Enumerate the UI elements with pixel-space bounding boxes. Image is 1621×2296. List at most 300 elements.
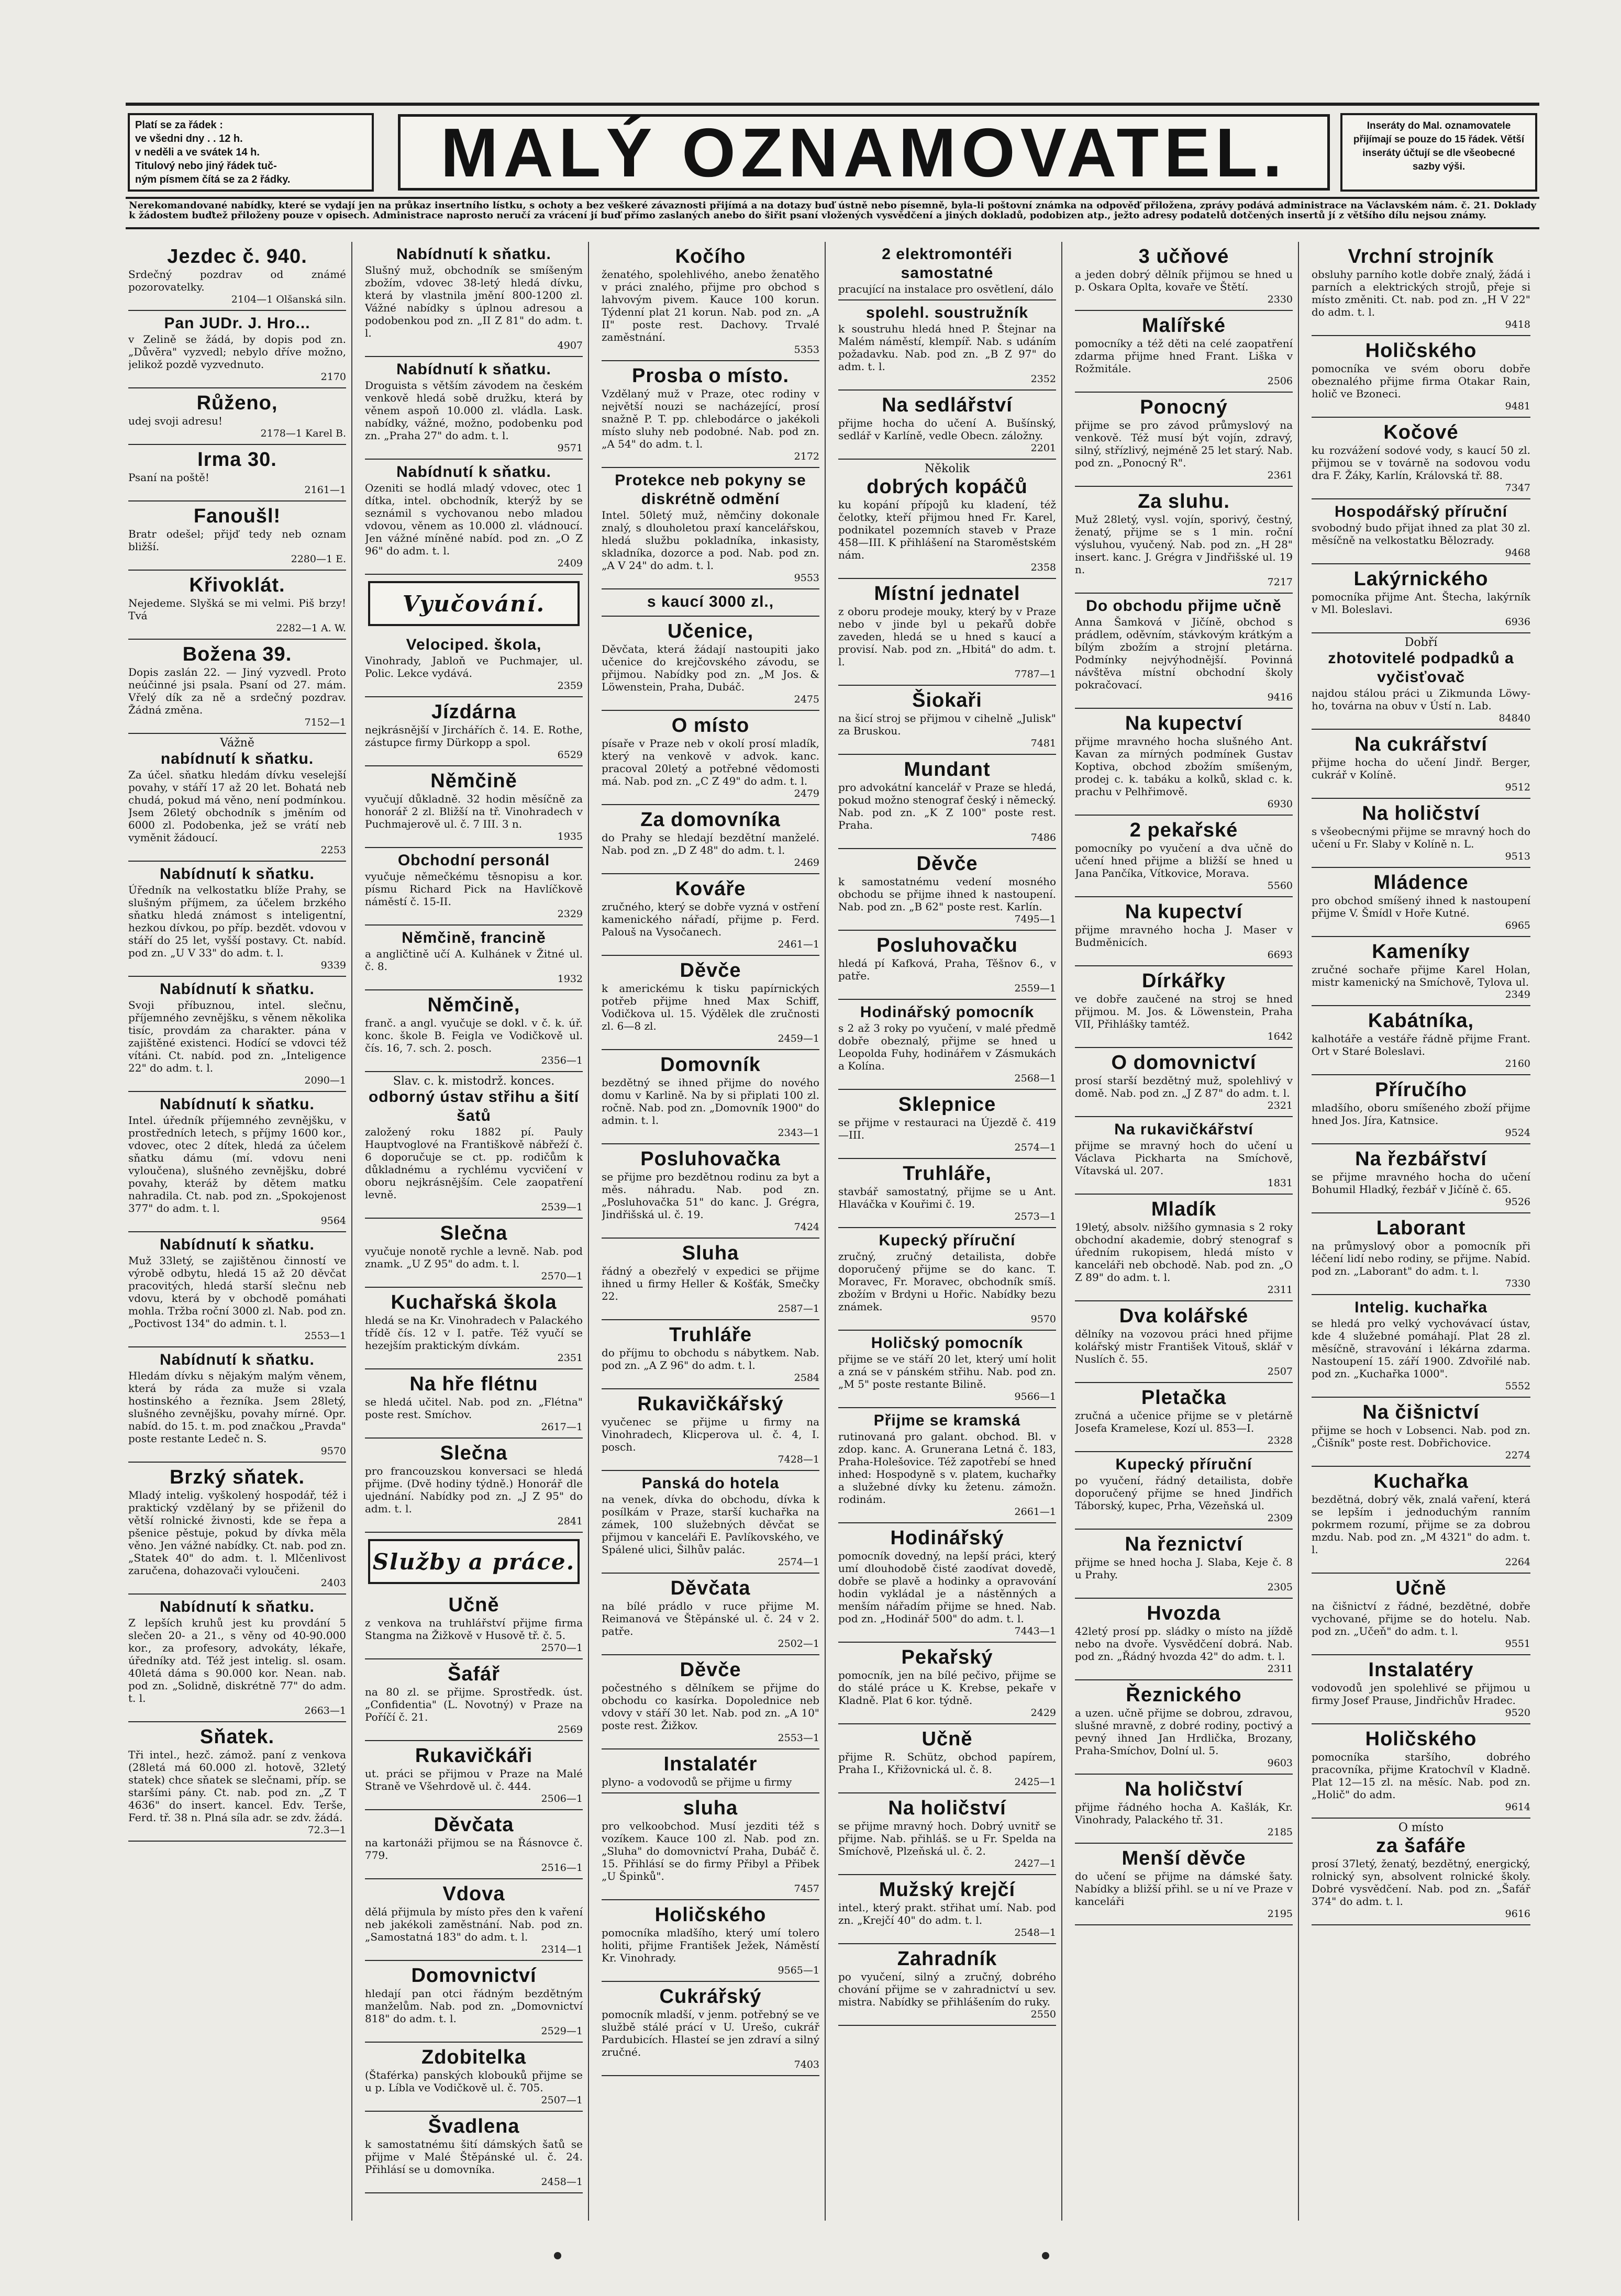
ad-text: kalhotáře a vestáře řádně přijme Frant. Ort v Staré Boleslavi. xyxy=(1312,1032,1530,1057)
ad-heading: Němčině xyxy=(430,770,517,792)
ad-text: na 80 zl. se přijme. Sprostředk. úst. „Confidentia" (L. Novotný) v Praze na Poříčí č. 21. xyxy=(365,1686,583,1723)
ad-text: 19letý, absolv. nižšího gymnasia s 2 roky obchodní akademie, dobrý stenograf s úředním rukopisem, hledá místo v kanceláři neb obchodě. Nab. pod zn. „O Z 89" do adm. t. l. xyxy=(1075,1221,1293,1284)
ad-text: zručného, který se dobře vyzná v ostření kamenického nářadí, přijme p. Ferd. Palouš na Vysočanech. xyxy=(602,900,819,938)
ad-heading: O domovnictví xyxy=(1111,1052,1257,1074)
ad-heading: Posluhovačka xyxy=(640,1148,781,1170)
classified-ad xyxy=(1312,1144,1530,1213)
classified-ad xyxy=(602,1574,819,1655)
classified-ad xyxy=(365,1659,583,1741)
ad-text: dělá přijmula by místo přes den k vaření neb jakékoli zaměstnání. Nab. pod zn. „Samostatná 183" do adm. t. l. xyxy=(365,1905,583,1943)
classified-ad xyxy=(602,589,819,617)
ad-heading: Děvče xyxy=(680,960,741,982)
classified-ad xyxy=(128,242,346,311)
ad-heading: odborný ústav střihu a šití šatů xyxy=(368,1088,580,1124)
ad-reference-number: 2469 xyxy=(794,857,819,868)
ad-text: Droguista s větším závodem na českém venkově hledá sobě družku, která by věnem aspoň 10.000 zl. vládla. Lask. nabídky, vážné, možno, podobenku pod zn. „Praha 27" do adm. t. l. xyxy=(365,379,583,442)
classified-ad xyxy=(365,2043,583,2112)
classified-ad xyxy=(128,571,346,640)
ad-heading: Na kupectví xyxy=(1125,712,1243,734)
ad-reference-number: 2427—1 xyxy=(1014,1858,1056,1869)
ad-heading: Intelig. kuchařka xyxy=(1354,1299,1487,1316)
ad-reference-number: 2461—1 xyxy=(778,939,819,950)
ad-reference-number: 2195 xyxy=(1267,1908,1293,1920)
ad-reference-number: 2343—1 xyxy=(778,1127,819,1139)
ad-reference-number: 7787—1 xyxy=(1014,668,1056,680)
classified-ad xyxy=(1075,242,1293,311)
column-3 xyxy=(602,242,826,2221)
ad-reference-number: 2274 xyxy=(1505,1450,1530,1461)
classified-ad xyxy=(838,849,1056,931)
ad-heading: Do obchodu přijme učně xyxy=(1086,597,1282,615)
ad-text: Svoji příbuznou, intel. slečnu, příjemného zevnějšku, s věnem několika tisíc, provdám za charakter. pána v zajištěné existenci. Hodící se vdovci též vítáni. Ct. nabíd. pod zn. „Inteligence 22" do adm. t. l. xyxy=(128,999,346,1074)
ad-heading: Holičského xyxy=(654,1904,767,1926)
classified-ad xyxy=(1075,1383,1293,1452)
ad-reference-number: 7486 xyxy=(1030,832,1056,843)
classified-ad xyxy=(838,1643,1056,1724)
ad-text: řádný a obezřelý v expedici se přijme ihned u firmy Heller & Košťák, Smečky 22. xyxy=(602,1265,819,1302)
ad-reference-number: 2160 xyxy=(1505,1058,1530,1069)
ad-reference-number: 9570 xyxy=(1030,1313,1056,1325)
ad-heading: 2 elektromontéři samostatné xyxy=(882,246,1013,282)
ad-text: Mladý intelig. vyškolený hospodář, též i praktický vzdělaný by se přiženil do větší rolnické živnosti, kde se řepa a pšenice pěstuje, pokud by dívka měla věno. Jen vážné nabídky. Ct. nab. pod zn. „Statek 40" do adm. t. l. Mlčenlivost zaručena, dohazovači vyloučeni. xyxy=(128,1489,346,1577)
ad-text: pro francouzskou konversaci se hledá přijme. (Dvě hodiny týdně.) Honorář dle ujednání. Nabídky pod zn. „J Z 95" do adm. t. l. xyxy=(365,1465,583,1515)
ad-heading: Slečna xyxy=(440,1222,508,1244)
ad-reference-number: 2425—1 xyxy=(1014,1776,1056,1788)
classified-ad xyxy=(1312,1006,1530,1075)
classified-ad xyxy=(838,931,1056,1000)
ad-text: přijme se ve stáří 20 let, který umí holit a zná se v pánském střihu. Nab. pod zn. „M 5" poste restante Bilině. xyxy=(838,1353,1056,1390)
ad-text: na venek, dívka do obchodu, dívka k posílkám v Praze, starší kuchařka na zámek, 100 služebných děvčat se přijmou v kanceláři E. Pavlíkovského, ve Spálené ulici, Šilhův palác. xyxy=(602,1493,819,1556)
classified-ad xyxy=(128,1232,346,1347)
ad-text: se přijme mravného hocha do učení Bohumil Hladký, řezbář v Jičíně č. 65. xyxy=(1312,1171,1530,1196)
ad-reference-number: 2506 xyxy=(1267,375,1293,387)
ad-preheading: Několik xyxy=(924,462,970,475)
ad-reference-number: 9526 xyxy=(1505,1196,1530,1208)
ad-reference-number: 2314—1 xyxy=(541,1944,583,1955)
ad-reference-number: 9571 xyxy=(557,442,583,454)
ad-reference-number: 7428—1 xyxy=(778,1454,819,1465)
ad-reference-number: 9524 xyxy=(1505,1127,1530,1139)
column-2 xyxy=(365,242,589,2221)
ad-text: bezdětná, dobrý věk, znalá vaření, která se lepším i jednoduchým ranním pokrmem rozumí, přijme se za dobrou mzdu. Nab. pod zn. „M 4321" do adm. t. l. xyxy=(1312,1493,1530,1556)
classified-ad xyxy=(365,848,583,926)
classified-ad xyxy=(365,766,583,848)
ad-text: prosí starší bezdětný muž, spolehlivý v domě. Nab. pod zn. „J Z 87" do adm. t. l. xyxy=(1075,1074,1293,1099)
ad-reference-number: 7457 xyxy=(794,1883,819,1894)
binding-hole-icon xyxy=(1042,2252,1049,2259)
classified-ad xyxy=(128,977,346,1092)
ad-text: z oboru prodeje mouky, který by v Praze nebo v jinde byl u pekařů dobře zaveden, hledá se u hned s kaucí a provisí. Nab. pod zn. „Hbitá" do adm. t. l. xyxy=(838,605,1056,668)
top-rule xyxy=(126,103,1539,106)
column-5 xyxy=(1075,242,1299,2221)
ad-heading: Na sedlářství xyxy=(882,394,1013,416)
masthead xyxy=(126,110,1539,194)
ad-reference-number: 2573—1 xyxy=(1014,1211,1056,1222)
classified-ad xyxy=(838,1875,1056,1944)
ad-reference-number: 9481 xyxy=(1505,400,1530,412)
classified-ad xyxy=(602,242,819,361)
classified-ad xyxy=(1075,1680,1293,1775)
ad-heading: Na rukavičkářství xyxy=(1114,1121,1253,1138)
ad-text: Úředník na velkostatku blíže Prahy, se slušným příjmem, za účelem brzkého sňatku hledá známost s inteligentní, hezkou dívkou, po příp. bezdět. vdovou v stáří do 25 let, vyšší postavy. Ct. nabíd. pod zn. „U V 33" do adm. t. l. xyxy=(128,884,346,959)
ad-reference-number: 2584 xyxy=(794,1372,819,1384)
ad-reference-number: 2172 xyxy=(794,451,819,462)
ad-heading: Sluha xyxy=(682,1242,739,1264)
classified-ad xyxy=(365,460,583,575)
ad-text: k soustruhu hledá hned P. Štejnar na Malém náměstí, klempíř. Nab. s udáním požadavku. Nab. pod zn. „B Z 97" do adm. t. l. xyxy=(838,322,1056,373)
price-line: ve všedni dny . . 12 h. xyxy=(135,133,243,144)
ad-text: na kartonáži přijmou se na Řásnovce č. 779. xyxy=(365,1836,583,1862)
ad-text: přijme se mravný hoch do učení u Václava Pickharta na Smíchově, Vítavská ul. 207. xyxy=(1075,1139,1293,1177)
classified-ad xyxy=(365,632,583,697)
ad-heading: Nabídnutí k sňatku. xyxy=(396,246,551,263)
ad-heading: Holičského xyxy=(1365,1728,1477,1750)
ad-reference-number: 6529 xyxy=(557,749,583,761)
ad-reference-number: 2559—1 xyxy=(1014,983,1056,994)
ad-preheading: O místo xyxy=(1398,1821,1444,1834)
ad-text: a angličtině učí A. Kulhánek v Žitné ul. č. 8. xyxy=(365,948,583,973)
ad-heading: Kupecký příruční xyxy=(879,1232,1016,1249)
ad-heading: Mládence xyxy=(1373,872,1469,894)
ad-text: ve dobře zaučené na stroj se hned přijmou. M. Jos. & Löwenstein, Praha VII, Přihlášky tamtéž. xyxy=(1075,993,1293,1030)
ad-text: ut. práci se přijmou v Praze na Malé Straně ve Všehrdově ul. č. 444. xyxy=(365,1767,583,1792)
column-6 xyxy=(1312,242,1536,2221)
classified-ad xyxy=(128,1595,346,1722)
ad-text: a jeden dobrý dělník přijmou se hned u p. Oskara Oplta, kovaře ve Štětí. xyxy=(1075,268,1293,293)
ad-text: do učení se přijme na dámské šaty. Nabídky a bližší přihl. se u ní ve Praze v kanceláři xyxy=(1075,1870,1293,1908)
ad-reference-number: 7330 xyxy=(1505,1278,1530,1289)
classified-ad xyxy=(602,1320,819,1389)
ad-preheading: Dobří xyxy=(1404,636,1438,649)
ad-text: vyučuje nonotě rychle a levně. Nab. pod znamk. „U Z 95" do adm. t. l. xyxy=(365,1245,583,1270)
classified-ad xyxy=(838,391,1056,460)
ad-heading: Holičského xyxy=(1365,340,1477,362)
ad-reference-number: 2328 xyxy=(1267,1435,1293,1446)
ad-text: franč. a angl. vyučuje se dokl. v č. k. úř. konc. škole B. Feigla ve Vodičkově ul. čís. 16, 7. sch. 2. posch. xyxy=(365,1017,583,1054)
ad-reference-number: 2568—1 xyxy=(1014,1073,1056,1084)
classified-ad xyxy=(1075,1844,1293,1925)
classified-ad xyxy=(128,734,346,862)
classified-ad xyxy=(365,242,583,357)
ad-text: zručná a učenice přijme se v pletárně Josefa Kramelese, Kozí ul. 853—I. xyxy=(1075,1409,1293,1434)
ad-reference-number: 9603 xyxy=(1267,1757,1293,1769)
classified-ad xyxy=(838,1228,1056,1331)
classified-ad xyxy=(1312,336,1530,418)
ad-reference-number: 1932 xyxy=(557,973,583,985)
ad-heading: Za sluhu. xyxy=(1138,491,1230,512)
classified-ad xyxy=(365,2112,583,2193)
ad-heading: Řeznického xyxy=(1126,1684,1242,1706)
ad-reference-number: 7217 xyxy=(1267,576,1293,588)
ad-text: hledají pan otci řádným bezdětným manželům. Nab. pod zn. „Domovnictví 818" do adm. t. l. xyxy=(365,1987,583,2025)
ad-text: hledá pí Kafková, Praha, Těšnov 6., v patře. xyxy=(838,957,1056,982)
ad-heading: Na řezbářství xyxy=(1355,1148,1487,1170)
ad-text: na čišnictví z řádné, bezdětné, dobře vychované, přijme se do hotelu. Nab. pod zn. „Učeň" do adm. t. l. xyxy=(1312,1600,1530,1637)
classified-ad xyxy=(602,617,819,711)
ad-text: Muž 28letý, vysl. vojín, sporivý, čestný, ženatý, přijme se s 1 min. roční výsluhou, vyučený. Nab. pod zn. „H 28" insert. kanc. J. Grégra v Jindřišské ul. 19 n. xyxy=(1075,513,1293,576)
ad-heading: Fanoušl! xyxy=(193,505,281,527)
ad-reference-number: 5560 xyxy=(1267,880,1293,891)
ad-reference-number: 2264 xyxy=(1505,1556,1530,1568)
classified-ad xyxy=(1312,242,1530,336)
classified-ad xyxy=(128,388,346,445)
binding-hole-icon xyxy=(554,2252,561,2259)
classified-ad xyxy=(1075,487,1293,594)
price-line: Platí se za řádek : xyxy=(135,119,223,131)
ad-text: s 2 až 3 roky po vyučení, v malé předmě dobře obeznalý, přijme se hned u Leopolda Fuhy, hodinářem v Zásmukách a Kolína. xyxy=(838,1022,1056,1072)
price-line: Titulový nebo jiný řádek tuč- xyxy=(135,160,277,172)
classified-ad xyxy=(1312,1574,1530,1655)
ad-text: Slušný muž, obchodník se smíšeným zbožím, vdovec 38-letý hledá dívku, která by vlastnila jmění 800-1200 zl. Vážné nabídky s úplnou adresou a podobenkou pod zn. „II Z 81" do adm. t. l. xyxy=(365,264,583,339)
ad-reference-number: 9614 xyxy=(1505,1801,1530,1813)
ad-reference-number: 2507—1 xyxy=(541,2094,583,2106)
classified-ad xyxy=(365,1590,583,1659)
ad-reference-number: 2403 xyxy=(320,1577,346,1589)
classified-ad xyxy=(1312,1295,1530,1398)
ad-reference-number: 9616 xyxy=(1505,1908,1530,1920)
column-1 xyxy=(128,242,352,2221)
ad-text: Tři intel., hezč. zámož. paní z venkova (28letá má 60.000 zl. hotově, 32letý statek) chce sňatek se slečnami, příp. se staršími pány. Ct. nab. pod zn. „Z T 4636" do insert. kancel. Edv. Terše, Ferd. tř. 38 n. Plná síla adr. se zdv. žádá. xyxy=(128,1748,346,1824)
ad-reference-number: 7152—1 xyxy=(304,717,346,728)
ad-text: do příjmu to obchodu s nábytkem. Nab. pod zn. „A Z 96" do adm. t. l. xyxy=(602,1346,819,1372)
ad-heading: Sňatek. xyxy=(199,1726,275,1748)
ad-reference-number: 2507 xyxy=(1267,1366,1293,1377)
classified-ad xyxy=(365,990,583,1072)
ad-heading: Učně xyxy=(921,1728,973,1750)
classified-ad xyxy=(365,1288,583,1369)
ad-reference-number: 2663—1 xyxy=(304,1705,346,1717)
ad-reference-number: 2161—1 xyxy=(304,484,346,496)
ad-heading: Lakýrnického xyxy=(1353,568,1489,590)
ad-heading: Příručího xyxy=(1375,1079,1467,1101)
ad-reference-number: 2311 xyxy=(1267,1284,1293,1296)
ad-reference-number: 2090—1 xyxy=(304,1075,346,1086)
classified-ad xyxy=(838,1331,1056,1408)
classified-ad xyxy=(602,874,819,956)
ad-text: vyučuje němečkému těsnopisu a kor. písmu Richard Pick na Havlíčkově náměstí č. 15-II. xyxy=(365,870,583,908)
classified-ad xyxy=(1075,709,1293,816)
ad-text: Anna Šamková v Jičíně, obchod s prádlem, oděvním, stávkovým krátkým a bílým zbožím a strojní pletárna. Podmínky nejvýhodnější. Povinná návštěva místní obchodní školy pokračovací. xyxy=(1075,616,1293,691)
ad-reference-number: 9570 xyxy=(320,1445,346,1457)
ad-text: v Zelině se žádá, by dopis pod zn. „Důvěra" vyzvedl; nebylo dříve možno, jelikož pozdě vyzvednuto. xyxy=(128,333,346,371)
ad-reference-number: 7403 xyxy=(794,2059,819,2070)
ad-heading: Kočího xyxy=(675,246,746,268)
ad-reference-number: 2550 xyxy=(1030,2009,1056,2020)
classified-ad xyxy=(365,1961,583,2043)
ad-reference-number: 2352 xyxy=(1030,373,1056,385)
ad-heading: zhotovitelé podpadků a vyčisťovač xyxy=(1328,650,1514,686)
ad-text: ženatého, spolehlivého, anebo ženatěho v práci znalého, přijme pro obchod s lahvovým pivem. Kauce 100 korun. Týdenní plat 21 korun. Nab. pod zn. „A II" poste rest. Dachovy. Trvalé zaměstnání. xyxy=(602,268,819,343)
ad-reference-number: 2104—1 Olšanská siln. xyxy=(231,294,346,305)
ad-reference-number: 2358 xyxy=(1030,562,1056,573)
ad-reference-number: 7443—1 xyxy=(1014,1625,1056,1637)
ad-heading: Kabátníka, xyxy=(1368,1010,1474,1032)
ad-heading: Velociped. škola, xyxy=(406,636,542,653)
ad-heading: sluha xyxy=(683,1797,738,1819)
section-heading: Služby a práce. xyxy=(368,1539,580,1584)
ad-text: vodovodů jen spolehlivé se přijmou u firmy Josef Prause, Jindřichův Hradec. xyxy=(1312,1681,1530,1707)
ad-text: pracující na instalace pro osvětlení, dálo xyxy=(838,283,1053,295)
classified-ad xyxy=(838,1523,1056,1643)
ad-reference-number: 2570—1 xyxy=(541,1642,583,1654)
classified-ad xyxy=(838,300,1056,391)
classified-ad xyxy=(1312,1075,1530,1144)
ad-text: udej svoji adresu! xyxy=(128,415,223,427)
ad-reference-number: 9513 xyxy=(1505,851,1530,862)
classified-ad xyxy=(365,1219,583,1288)
ad-heading: Irma 30. xyxy=(197,449,277,471)
ad-text: intel., který prakt. střihat umí. Nab. pod zn. „Krejčí 40" do adm. t. l. xyxy=(838,1901,1056,1926)
ad-text: Dopis zaslán 22. — Jiný vyzvedl. Proto neúčinné jsi psala. Psaní od 27. mám. Vřelý dík za ně a srdečný pozdrav. Žádná změna. xyxy=(128,666,346,716)
classified-ad xyxy=(838,1944,1056,2026)
ad-reference-number: 6936 xyxy=(1505,616,1530,628)
classified-ad xyxy=(602,1389,819,1471)
ad-heading: Nabídnutí k sňatku. xyxy=(160,1351,315,1368)
ad-reference-number: 2548—1 xyxy=(1014,1927,1056,1938)
ad-heading: Obchodní personál xyxy=(397,852,550,869)
classified-ad xyxy=(1312,937,1530,1006)
ad-reference-number: 2569 xyxy=(557,1724,583,1735)
ad-heading: Rukavičkáři xyxy=(415,1745,533,1767)
ad-reference-number: 2170 xyxy=(320,371,346,383)
ad-text: přijme se hoch v Lobsenci. Nab. pod zn. „Čišník" poste rest. Dobřichovice. xyxy=(1312,1424,1530,1449)
ad-heading: Šiokaři xyxy=(912,689,982,711)
ad-text: Vinohrady, Jabloň ve Puchmajer, ul. Polic. Lekce vydává. xyxy=(365,654,583,679)
price-line: v neděli a ve svátek 14 h. xyxy=(135,147,260,158)
ad-heading: Na čišnictví xyxy=(1362,1401,1480,1423)
classified-ad xyxy=(602,361,819,468)
ad-reference-number: 9553 xyxy=(794,572,819,584)
classified-ad xyxy=(1312,1655,1530,1724)
ad-reference-number: 2309 xyxy=(1267,1512,1293,1524)
ad-heading: Zdobitelka xyxy=(421,2046,527,2068)
ad-heading: Truhláře, xyxy=(903,1163,992,1185)
ad-text: přijme R. Schütz, obchod papírem, Praha I., Křižovnická ul. č. 8. xyxy=(838,1751,1056,1776)
ad-heading: Nabídnutí k sňatku. xyxy=(160,1598,315,1615)
ad-heading: Kuchařka xyxy=(1373,1470,1469,1492)
ad-text: přijme mravného hocha slušného Ant. Kavan za mírných podmínek Gustav Koptiva, obchod zbožím smíšeným, prodej c. k. tabáku a kolků, sklad c. k. prachu v Pelhřimově. xyxy=(1075,735,1293,798)
ad-text: pomocníka mladšího, který umí tolero holiti, přijme František Ježek, Náměstí Kr. Vinohrady. xyxy=(602,1926,819,1964)
ad-heading: Vdova xyxy=(442,1883,505,1905)
classified-ad xyxy=(602,1655,819,1749)
ad-reference-number: 9564 xyxy=(320,1215,346,1227)
ad-heading: Dva kolářské xyxy=(1119,1305,1249,1327)
ad-preheading: Slav. c. k. mistodrž. konces. xyxy=(393,1075,555,1088)
ad-reference-number: 5353 xyxy=(794,344,819,355)
ad-reference-number: 2201 xyxy=(1030,442,1056,454)
ad-heading: Malířské xyxy=(1141,315,1226,337)
classified-ad xyxy=(128,640,346,734)
ad-heading: Na holičství xyxy=(1362,803,1480,824)
ad-heading: Šafář xyxy=(447,1663,501,1685)
ad-heading: Učenice, xyxy=(667,620,754,642)
ad-text: najdou stálou práci u Zikmunda Löwy-ho, továrna na obuv v Ústí n. Lab. xyxy=(1312,687,1530,712)
price-box-left xyxy=(128,113,374,192)
ad-heading: Nabídnutí k sňatku. xyxy=(160,1096,315,1113)
classified-ad xyxy=(1312,730,1530,799)
ad-text: Vzdělaný muž v Praze, otec rodiny v největší nouzi se nacházející, prosí snažně P. T. pp. chlebodárce o jakékoli místo sluhy neb podobné. Nab. pod zn. „A 54" do adm. t. l. xyxy=(602,387,819,450)
ad-text: na šicí stroj se přijmou v cihelně „Julisk" za Bruskou. xyxy=(838,712,1056,737)
ad-heading: Nabídnutí k sňatku. xyxy=(396,463,551,481)
classified-ad xyxy=(1312,799,1530,868)
ad-heading: Děvče xyxy=(680,1659,741,1681)
ad-heading: Růženo, xyxy=(196,392,278,414)
ad-text: bezdětný se ihned přijme do nového domu v Karlině. Na by si připlati 100 zl. ročně. Nab. pod zn. „Domovník 1900" do admin. t. l. xyxy=(602,1076,819,1127)
classified-ad xyxy=(838,1408,1056,1523)
ad-reference-number: 6965 xyxy=(1505,920,1530,931)
classified-ad xyxy=(1312,633,1530,730)
ad-reference-number: 2506—1 xyxy=(541,1793,583,1804)
ad-heading: Na holičství xyxy=(1125,1778,1243,1800)
ad-reference-number: 9566—1 xyxy=(1014,1391,1056,1402)
ad-reference-number: 2349 xyxy=(1505,989,1530,1000)
ad-text: Muž 33letý, se zajištěnou činností ve výrobě odbytu, hledá 15 až 20 děvčat pracovitých, hledá starší slečnu neb vdovu, která by v obchodě pomáhati mohla. Tržba roční 3000 zl. Nab. pod zn. „Poctivost 134" do admin. t. l. xyxy=(128,1254,346,1330)
classified-ad xyxy=(365,1879,583,1961)
classified-ad xyxy=(128,501,346,571)
ad-text: stavbář samostatný, přijme se u Ant. Hlaváčka v Kouřimi č. 19. xyxy=(838,1185,1056,1210)
ad-heading: Nabídnutí k sňatku. xyxy=(396,361,551,378)
ad-text: přijme řádného hocha A. Kašlák, Kr. Vinohrady, Palackého tř. 31. xyxy=(1075,1801,1293,1826)
ad-text: k samostatnému šití dámských šatů se přijme v Malé Štěpánské ul. č. 24. Přihlásí se u domovníka. xyxy=(365,2138,583,2176)
ad-text: pomocníka ve svém oboru dobře obeznalého přijme firma Otakar Rain, holič ve Bzoneci. xyxy=(1312,362,1530,400)
classified-ad xyxy=(365,1741,583,1810)
ad-reference-number: 2351 xyxy=(557,1352,583,1364)
ad-reference-number: 2361 xyxy=(1267,470,1293,481)
classified-ad xyxy=(1075,1048,1293,1117)
classified-ad xyxy=(128,1463,346,1595)
ad-reference-number: 9418 xyxy=(1505,319,1530,330)
classified-ad xyxy=(602,1050,819,1144)
ad-text: ku kopání přípojů ku kladení, též čelotky, kteří přijmou hned Fr. Karel, podnikatel pozemních staveb v Praze 458—III. K přihlášení na Staroměstském nám. xyxy=(838,498,1056,561)
ad-reference-number: 9416 xyxy=(1267,692,1293,703)
ad-heading: Hvozda xyxy=(1147,1602,1221,1624)
classified-ad xyxy=(602,1793,819,1900)
ad-heading: Domovnictví xyxy=(411,1965,537,1987)
ad-reference-number: 2539—1 xyxy=(541,1201,583,1213)
ad-reference-number: 6693 xyxy=(1267,949,1293,961)
ad-heading: O místo xyxy=(671,715,750,737)
ad-heading: Na kupectví xyxy=(1125,901,1243,923)
ad-heading: Cukrářský xyxy=(659,1986,762,2008)
ad-heading: Panská do hotela xyxy=(641,1475,780,1492)
ad-heading: za šafáře xyxy=(1376,1835,1466,1857)
ad-text: rutinovaná pro galant. obchod. Bl. v zdop. kanc. A. Grunerana Letná č. 183, Praha-Holešovice. Též zapotřebí se hned inhed: Hospodyně s v. platem, kuchařky a služebné dívky ku žetenu. zámožn. rodinám. xyxy=(838,1430,1056,1506)
ad-heading: Rukavičkářský xyxy=(637,1393,784,1415)
ad-heading: Jízdárna xyxy=(431,701,517,723)
classified-ad xyxy=(602,1982,819,2076)
ad-heading: Hodinářský pomocník xyxy=(860,1004,1035,1021)
classified-ad xyxy=(1312,1467,1530,1574)
section-heading: Vyučování. xyxy=(368,581,580,626)
ad-reference-number: 2321 xyxy=(1267,1100,1293,1111)
ad-heading: Kupecký příruční xyxy=(1115,1456,1252,1473)
ad-heading: Sklepnice xyxy=(898,1094,996,1116)
classified-ad xyxy=(1075,1195,1293,1301)
ad-heading: Přijme se kramská xyxy=(873,1412,1021,1429)
classified-ad xyxy=(1075,1117,1293,1195)
ad-reference-number: 2458—1 xyxy=(541,2176,583,2188)
classified-ad xyxy=(1075,816,1293,897)
ad-text: nejkrásnější v Jirchářích č. 14. E. Rothe, zástupce firmy Dürkopp a spol. xyxy=(365,723,583,749)
classified-ad xyxy=(1312,1213,1530,1295)
ad-heading: Božena 39. xyxy=(182,643,292,665)
ad-text: pomocníky po vyučení a dva učně do učení hned přijme a bližší se hned u Jana Pančíka, Vítkovice, Morava. xyxy=(1075,842,1293,879)
classified-ad xyxy=(365,926,583,990)
ad-heading: Mužský krejčí xyxy=(879,1879,1016,1901)
classified-ad xyxy=(838,242,1056,300)
ad-reference-number: 2661—1 xyxy=(1014,1506,1056,1518)
ad-text: na bílé prádlo v ruce přijme M. Reimanová ve Štěpánské ul. č. 24 v 2. patře. xyxy=(602,1600,819,1637)
